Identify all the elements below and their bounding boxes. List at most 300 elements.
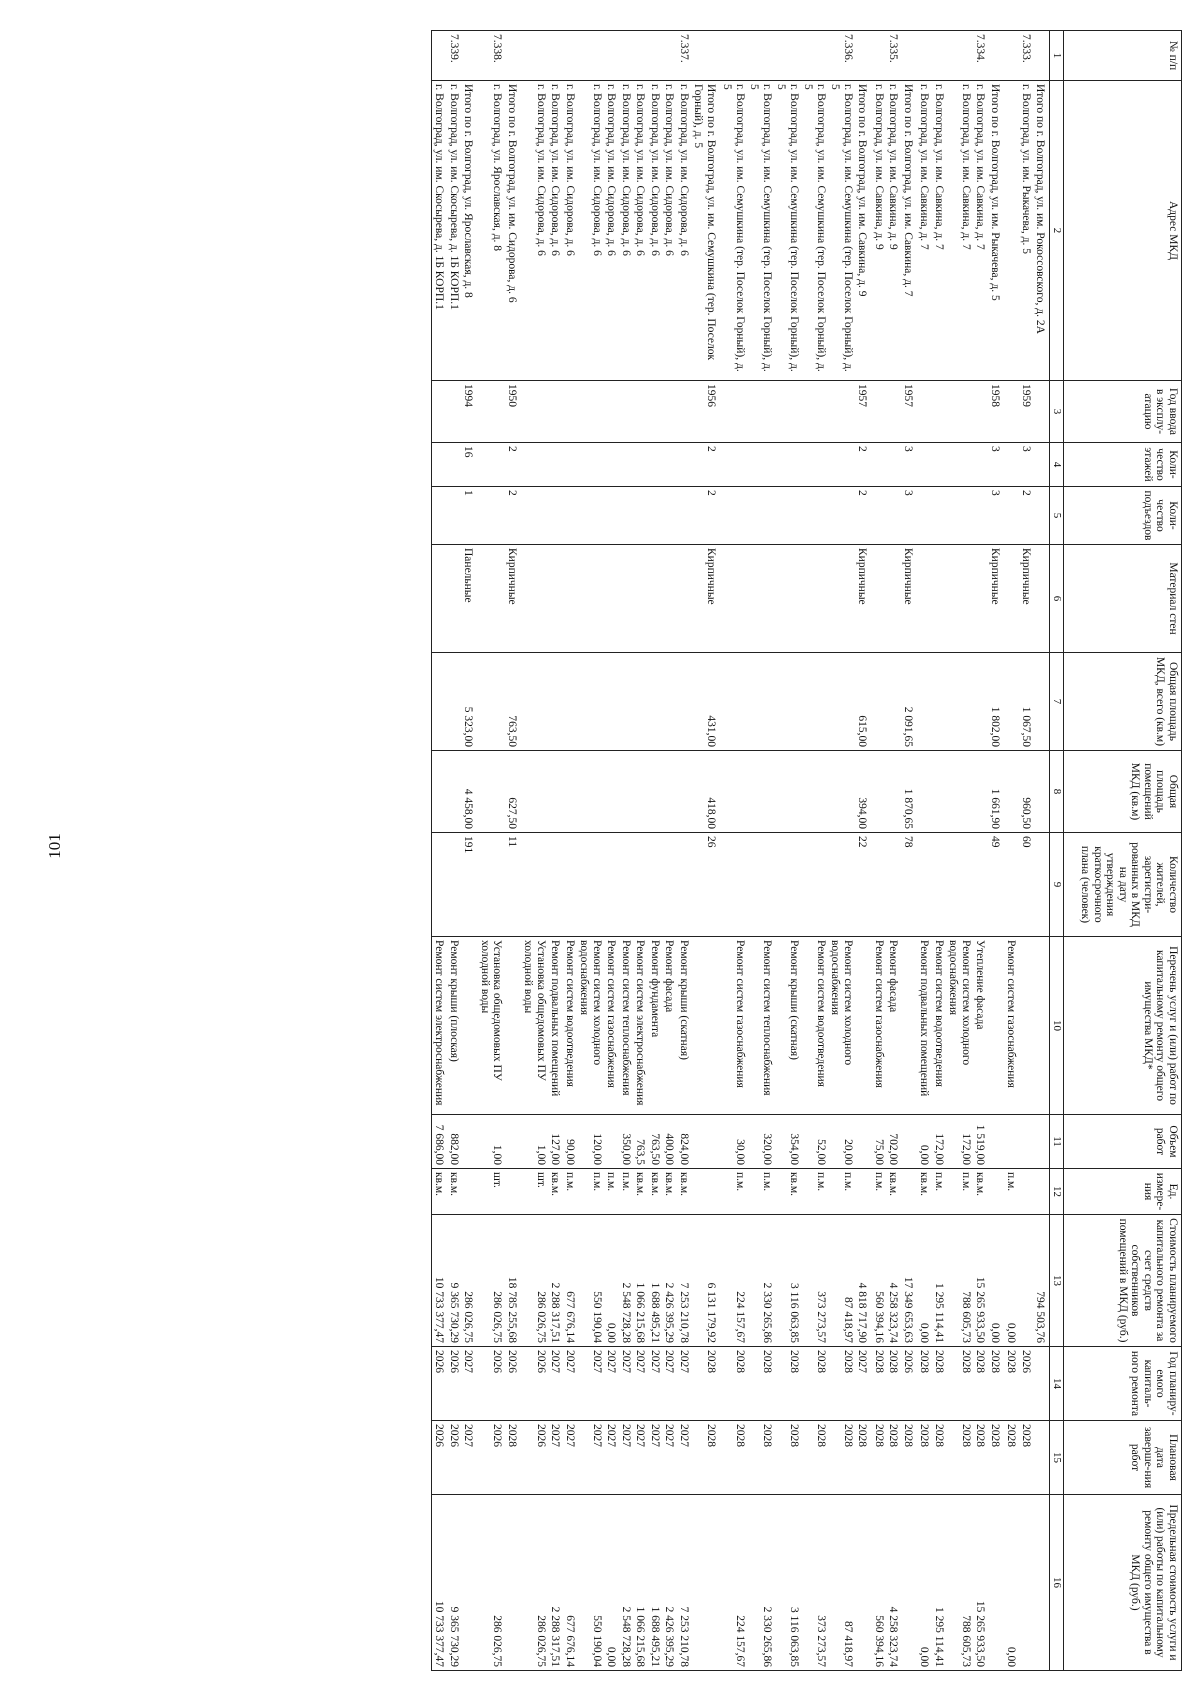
floors-cell bbox=[747, 443, 774, 487]
row-number-cell bbox=[662, 31, 677, 81]
address-cell: г. Волгоград, ул. им. Семушкина (тер. Поселок Горный), д. 5 bbox=[747, 81, 774, 381]
max-cost-cell: 7 253 210,78 bbox=[677, 1495, 692, 1671]
entrances-cell bbox=[662, 487, 677, 545]
premises-area-cell bbox=[432, 751, 447, 833]
year-built-cell bbox=[478, 381, 505, 443]
address-cell: г. Волгоград, ул. им. Сидорова, д. 6 bbox=[521, 81, 548, 381]
work-volume-cell: 30,00 bbox=[720, 1115, 747, 1169]
repair-year-cell: 2026 bbox=[505, 1347, 522, 1421]
entrances-cell bbox=[478, 487, 505, 545]
wall-material-cell bbox=[521, 545, 548, 653]
work-volume-cell: 702,00 bbox=[886, 1115, 901, 1169]
repair-year-cell: 2027 bbox=[604, 1347, 619, 1421]
total-area-cell bbox=[548, 653, 563, 751]
row-number-cell: 7.336. bbox=[828, 31, 855, 81]
residents-cell bbox=[648, 833, 663, 937]
unit-cell bbox=[988, 1169, 1005, 1215]
repair-cost-cell: 550 190,04 bbox=[577, 1215, 604, 1347]
year-built-cell bbox=[662, 381, 677, 443]
repair-cost-cell: 17 349 653,63 bbox=[901, 1215, 918, 1347]
wall-material-cell bbox=[720, 545, 747, 653]
row-number-cell bbox=[901, 31, 918, 81]
total-area-cell bbox=[604, 653, 619, 751]
repair-year-cell: 2028 bbox=[988, 1347, 1005, 1421]
total-row bbox=[505, 31, 522, 1671]
row-number-cell bbox=[872, 31, 887, 81]
table-row bbox=[1004, 31, 1019, 1671]
unit-cell: кв.м. bbox=[917, 1169, 932, 1215]
total-area-cell bbox=[677, 653, 692, 751]
floors-cell: 2 bbox=[855, 443, 872, 487]
header-row bbox=[1064, 31, 1182, 1671]
repair-plan-table bbox=[431, 30, 1182, 1671]
repair-cost-cell: 6 131 179,92 bbox=[691, 1215, 720, 1347]
completion-date-cell: 2028 bbox=[988, 1421, 1005, 1495]
wall-material-cell bbox=[619, 545, 634, 653]
repair-cost-cell: 224 157,67 bbox=[720, 1215, 747, 1347]
max-cost-cell bbox=[1033, 1495, 1050, 1671]
work-volume-cell: 52,00 bbox=[801, 1115, 828, 1169]
premises-area-cell bbox=[1004, 751, 1019, 833]
residents-cell bbox=[432, 833, 447, 937]
row-number-cell bbox=[691, 31, 720, 81]
row-number-cell bbox=[461, 31, 478, 81]
max-cost-cell: 4 258 323,74 bbox=[886, 1495, 901, 1671]
unit-cell: кв.м. bbox=[886, 1169, 901, 1215]
premises-area-cell bbox=[677, 751, 692, 833]
year-built-cell bbox=[563, 381, 578, 443]
address-cell: г. Волгоград, ул. им. Сидорова, д. 6 bbox=[662, 81, 677, 381]
residents-cell: 22 bbox=[855, 833, 872, 937]
table-row bbox=[563, 31, 578, 1671]
year-built-cell: 1956 bbox=[691, 381, 720, 443]
floors-cell bbox=[828, 443, 855, 487]
premises-area-cell bbox=[619, 751, 634, 833]
address-cell: г. Волгоград, ул. им. Сидорова, д. 6 bbox=[563, 81, 578, 381]
total-area-cell bbox=[577, 653, 604, 751]
row-number-cell: 7.337. bbox=[677, 31, 692, 81]
work-volume-cell: 1,00 bbox=[478, 1115, 505, 1169]
repair-year-cell: 2027 bbox=[662, 1347, 677, 1421]
premises-area-cell bbox=[662, 751, 677, 833]
work-type-cell bbox=[1033, 937, 1050, 1115]
address-cell: г. Волгоград, ул. им. Савкина, д. 9 bbox=[886, 81, 901, 381]
work-volume-cell: 354,00 bbox=[774, 1115, 801, 1169]
max-cost-cell: 2 330 265,86 bbox=[747, 1495, 774, 1671]
repair-year-cell: 2028 bbox=[932, 1347, 947, 1421]
repair-year-cell: 2027 bbox=[677, 1347, 692, 1421]
column-number: 6 bbox=[1050, 545, 1064, 653]
work-type-cell: Ремонт систем газоснабжения bbox=[604, 937, 619, 1115]
work-volume-cell: 120,00 bbox=[577, 1115, 604, 1169]
max-cost-cell: 373 273,57 bbox=[801, 1495, 828, 1671]
total-area-cell: 615,00 bbox=[855, 653, 872, 751]
entrances-cell: 3 bbox=[988, 487, 1005, 545]
repair-year-cell: 2026 bbox=[478, 1347, 505, 1421]
entrances-cell: 2 bbox=[1019, 487, 1034, 545]
address-cell: Итого по г. Волгоград, ул. им. Сидорова, д. 6 bbox=[505, 81, 522, 381]
address-cell: г. Волгоград, ул. им. Сидорова, д. 6 bbox=[604, 81, 619, 381]
premises-area-cell bbox=[828, 751, 855, 833]
work-type-cell: Ремонт систем водоотведения bbox=[932, 937, 947, 1115]
max-cost-cell: 2 548 728,28 bbox=[619, 1495, 634, 1671]
page-number: 101 bbox=[45, 833, 64, 859]
column-number: 15 bbox=[1050, 1421, 1064, 1495]
completion-date-cell: 2026 bbox=[478, 1421, 505, 1495]
year-built-cell bbox=[447, 381, 462, 443]
work-type-cell: Ремонт систем холодного водоснабжения bbox=[828, 937, 855, 1115]
wall-material-cell bbox=[801, 545, 828, 653]
year-built-cell: 1958 bbox=[988, 381, 1005, 443]
column-number: 12 bbox=[1050, 1169, 1064, 1215]
year-built-cell bbox=[872, 381, 887, 443]
residents-cell: 60 bbox=[1019, 833, 1034, 937]
wall-material-cell bbox=[774, 545, 801, 653]
repair-year-cell: 2027 bbox=[619, 1347, 634, 1421]
year-built-cell: 1959 bbox=[1019, 381, 1034, 443]
completion-date-cell: 2026 bbox=[521, 1421, 548, 1495]
residents-cell bbox=[917, 833, 932, 937]
max-cost-cell: 10 733 377,47 bbox=[432, 1495, 447, 1671]
wall-material-cell bbox=[872, 545, 887, 653]
entrances-cell bbox=[619, 487, 634, 545]
unit-cell: шт. bbox=[478, 1169, 505, 1215]
work-volume-cell: 350,00 bbox=[619, 1115, 634, 1169]
entrances-cell bbox=[720, 487, 747, 545]
max-cost-cell: 677 676,14 bbox=[563, 1495, 578, 1671]
work-volume-cell: 172,00 bbox=[932, 1115, 947, 1169]
address-cell: г. Волгоград, ул. им. Сидорова, д. 6 bbox=[648, 81, 663, 381]
repair-cost-cell: 0,00 bbox=[988, 1215, 1005, 1347]
completion-date-cell: 2028 bbox=[872, 1421, 887, 1495]
total-row bbox=[988, 31, 1005, 1671]
entrances-cell bbox=[828, 487, 855, 545]
unit-cell bbox=[901, 1169, 918, 1215]
row-number-cell bbox=[432, 31, 447, 81]
residents-cell bbox=[478, 833, 505, 937]
entrances-cell: 2 bbox=[691, 487, 720, 545]
address-cell: г. Волгоград, ул. им. Сидорова, д. 6 bbox=[548, 81, 563, 381]
repair-cost-cell: 7 253 210,78 bbox=[677, 1215, 692, 1347]
residents-cell bbox=[801, 833, 828, 937]
residents-cell bbox=[619, 833, 634, 937]
year-built-cell bbox=[577, 381, 604, 443]
entrances-cell: 2 bbox=[855, 487, 872, 545]
residents-cell bbox=[563, 833, 578, 937]
wall-material-cell: Кирпичные bbox=[691, 545, 720, 653]
premises-area-cell bbox=[447, 751, 462, 833]
row-number-cell bbox=[720, 31, 747, 81]
year-built-cell bbox=[619, 381, 634, 443]
repair-year-cell bbox=[1033, 1347, 1050, 1421]
entrances-cell bbox=[917, 487, 932, 545]
total-area-cell bbox=[1033, 653, 1050, 751]
row-number-cell bbox=[774, 31, 801, 81]
address-cell: Итого по г. Волгоград, ул. им. Савкина, д. 9 bbox=[855, 81, 872, 381]
table-row bbox=[521, 31, 548, 1671]
rotated-page bbox=[22, 30, 1182, 1670]
completion-date-cell: 2028 bbox=[774, 1421, 801, 1495]
wall-material-cell bbox=[604, 545, 619, 653]
address-cell: г. Волгоград, ул. им. Скосырева, д. 1Б КОРП.1 bbox=[447, 81, 462, 381]
premises-area-cell bbox=[872, 751, 887, 833]
table-row bbox=[932, 31, 947, 1671]
work-type-cell: Ремонт фасада bbox=[886, 937, 901, 1115]
year-built-cell bbox=[720, 381, 747, 443]
premises-area-cell: 418,00 bbox=[691, 751, 720, 833]
wall-material-cell: Кирпичные bbox=[855, 545, 872, 653]
header-cell: Коли-чество этажей bbox=[1064, 443, 1182, 487]
repair-year-cell: 2028 bbox=[886, 1347, 901, 1421]
wall-material-cell bbox=[973, 545, 988, 653]
premises-area-cell bbox=[648, 751, 663, 833]
max-cost-cell: 286 026,75 bbox=[521, 1495, 548, 1671]
wall-material-cell: Панельные bbox=[461, 545, 478, 653]
total-area-cell: 763,50 bbox=[505, 653, 522, 751]
address-cell: г. Волгоград, ул. им. Семушкина (тер. Поселок Горный), д. 5 bbox=[801, 81, 828, 381]
work-type-cell bbox=[461, 937, 478, 1115]
unit-cell: п.м. bbox=[577, 1169, 604, 1215]
work-volume-cell: 763,5 bbox=[633, 1115, 648, 1169]
residents-cell: 26 bbox=[691, 833, 720, 937]
floors-cell bbox=[1004, 443, 1019, 487]
floors-cell bbox=[973, 443, 988, 487]
table-row bbox=[747, 31, 774, 1671]
table-row bbox=[447, 31, 462, 1671]
header-cell: Общая площадь МКД, всего (кв.м) bbox=[1064, 653, 1182, 751]
repair-cost-cell: 1 688 495,21 bbox=[648, 1215, 663, 1347]
completion-date-cell: 2028 bbox=[946, 1421, 973, 1495]
floors-cell bbox=[917, 443, 932, 487]
repair-year-cell: 2027 bbox=[633, 1347, 648, 1421]
entrances-cell: 2 bbox=[505, 487, 522, 545]
completion-date-cell: 2026 bbox=[447, 1421, 462, 1495]
total-area-cell bbox=[563, 653, 578, 751]
repair-cost-cell: 1 066 215,68 bbox=[633, 1215, 648, 1347]
premises-area-cell: 394,00 bbox=[855, 751, 872, 833]
work-type-cell: Ремонт систем теплоснабжения bbox=[747, 937, 774, 1115]
residents-cell bbox=[548, 833, 563, 937]
header-cell: Общая площадь помещений МКД (кв.м) bbox=[1064, 751, 1182, 833]
repair-year-cell: 2028 bbox=[917, 1347, 932, 1421]
completion-date-cell: 2028 bbox=[801, 1421, 828, 1495]
premises-area-cell bbox=[747, 751, 774, 833]
floors-cell bbox=[872, 443, 887, 487]
table-row bbox=[577, 31, 604, 1671]
repair-year-cell: 2026 bbox=[901, 1347, 918, 1421]
wall-material-cell bbox=[886, 545, 901, 653]
max-cost-cell: 0,00 bbox=[604, 1495, 619, 1671]
max-cost-cell: 1 295 114,41 bbox=[932, 1495, 947, 1671]
header-cell: Год планиру-емого капиталь-ного ремонта bbox=[1064, 1347, 1182, 1421]
premises-area-cell bbox=[563, 751, 578, 833]
work-type-cell: Утепление фасада bbox=[973, 937, 988, 1115]
year-built-cell bbox=[432, 381, 447, 443]
repair-cost-cell: 4 818 717,90 bbox=[855, 1215, 872, 1347]
work-type-cell: Ремонт систем холодного водоснабжения bbox=[577, 937, 604, 1115]
row-number-cell bbox=[1004, 31, 1019, 81]
floors-cell bbox=[677, 443, 692, 487]
work-type-cell: Ремонт систем водоотведения bbox=[801, 937, 828, 1115]
total-area-cell bbox=[774, 653, 801, 751]
floors-cell bbox=[447, 443, 462, 487]
total-area-cell bbox=[932, 653, 947, 751]
header-cell: Год ввода в эксплу-атацию bbox=[1064, 381, 1182, 443]
table-row bbox=[1019, 31, 1034, 1671]
total-row bbox=[901, 31, 918, 1671]
address-cell: г. Волгоград, ул. им. Сидорова, д. 6 bbox=[633, 81, 648, 381]
table-row bbox=[720, 31, 747, 1671]
row-number-cell: 7.335. bbox=[886, 31, 901, 81]
unit-cell bbox=[691, 1169, 720, 1215]
unit-cell: кв.м. bbox=[447, 1169, 462, 1215]
completion-date-cell: 2027 bbox=[577, 1421, 604, 1495]
address-cell: Итого по г. Волгоград, ул. им. Савкина, д. 7 bbox=[901, 81, 918, 381]
year-built-cell bbox=[828, 381, 855, 443]
premises-area-cell bbox=[946, 751, 973, 833]
year-built-cell bbox=[973, 381, 988, 443]
unit-cell bbox=[1033, 1169, 1050, 1215]
floors-cell bbox=[478, 443, 505, 487]
max-cost-cell bbox=[1019, 1495, 1034, 1671]
work-volume-cell bbox=[855, 1115, 872, 1169]
repair-cost-cell: 560 394,16 bbox=[872, 1215, 887, 1347]
header-cell: Перечень услуг и (или) работ по капитальному ремонту общего имущества МКД* bbox=[1064, 937, 1182, 1115]
address-cell: г. Волгоград, ул. им. Рыкачева, д. 5 bbox=[1019, 81, 1034, 381]
work-type-cell: Ремонт систем холодного водоснабжения bbox=[946, 937, 973, 1115]
work-volume-cell: 320,00 bbox=[747, 1115, 774, 1169]
floors-cell bbox=[1033, 443, 1050, 487]
total-area-cell bbox=[662, 653, 677, 751]
year-built-cell bbox=[521, 381, 548, 443]
total-area-cell bbox=[432, 653, 447, 751]
work-volume-cell: 824,00 bbox=[677, 1115, 692, 1169]
max-cost-cell: 15 265 933,50 bbox=[973, 1495, 988, 1671]
header-cell: Плановая дата заверше-ния работ bbox=[1064, 1421, 1182, 1495]
max-cost-cell: 550 190,04 bbox=[577, 1495, 604, 1671]
address-cell: г. Волгоград, ул. им. Сидорова, д. 6 bbox=[577, 81, 604, 381]
repair-cost-cell: 9 365 730,29 bbox=[447, 1215, 462, 1347]
repair-cost-cell: 2 330 265,86 bbox=[747, 1215, 774, 1347]
unit-cell bbox=[855, 1169, 872, 1215]
entrances-cell bbox=[633, 487, 648, 545]
repair-year-cell: 2027 bbox=[461, 1347, 478, 1421]
work-volume-cell: 127,00 bbox=[548, 1115, 563, 1169]
address-cell: г. Волгоград, ул. им. Семушкина (тер. Поселок Горный), д. 5 bbox=[720, 81, 747, 381]
year-built-cell bbox=[747, 381, 774, 443]
repair-year-cell: 2028 bbox=[828, 1347, 855, 1421]
entrances-cell bbox=[872, 487, 887, 545]
row-number-cell bbox=[801, 31, 828, 81]
unit-cell: п.м. bbox=[932, 1169, 947, 1215]
work-volume-cell bbox=[1004, 1115, 1019, 1169]
unit-cell bbox=[505, 1169, 522, 1215]
address-cell: г. Волгоград, ул. им. Савкина, д. 7 bbox=[973, 81, 988, 381]
unit-cell: п.м. bbox=[1004, 1169, 1019, 1215]
work-volume-cell: 172,00 bbox=[946, 1115, 973, 1169]
address-cell: г. Волгоград, ул. им. Савкина, д. 7 bbox=[932, 81, 947, 381]
residents-cell bbox=[677, 833, 692, 937]
table-row bbox=[478, 31, 505, 1671]
residents-cell bbox=[633, 833, 648, 937]
wall-material-cell bbox=[662, 545, 677, 653]
completion-date-cell: 2027 bbox=[619, 1421, 634, 1495]
repair-cost-cell: 87 418,97 bbox=[828, 1215, 855, 1347]
premises-area-cell bbox=[478, 751, 505, 833]
work-type-cell bbox=[691, 937, 720, 1115]
residents-cell bbox=[932, 833, 947, 937]
table-row bbox=[648, 31, 663, 1671]
floors-cell bbox=[774, 443, 801, 487]
unit-cell: п.м. bbox=[619, 1169, 634, 1215]
address-cell: г. Волгоград, ул. им. Сидорова, д. 6 bbox=[619, 81, 634, 381]
header-cell: № п/п bbox=[1064, 31, 1182, 81]
max-cost-cell bbox=[691, 1495, 720, 1671]
column-number: 2 bbox=[1050, 81, 1064, 381]
table-row bbox=[604, 31, 619, 1671]
work-volume-cell bbox=[1033, 1115, 1050, 1169]
completion-date-cell: 2028 bbox=[505, 1421, 522, 1495]
unit-cell: кв.м. bbox=[648, 1169, 663, 1215]
completion-date-cell: 2027 bbox=[604, 1421, 619, 1495]
repair-year-cell: 2028 bbox=[801, 1347, 828, 1421]
year-built-cell bbox=[648, 381, 663, 443]
address-cell: г. Волгоград, ул. им. Семушкина (тер. Поселок Горный), д. 5 bbox=[828, 81, 855, 381]
repair-year-cell: 2028 bbox=[872, 1347, 887, 1421]
entrances-cell bbox=[548, 487, 563, 545]
header-cell: Объем работ bbox=[1064, 1115, 1182, 1169]
max-cost-cell bbox=[901, 1495, 918, 1671]
residents-cell bbox=[604, 833, 619, 937]
year-built-cell: 1950 bbox=[505, 381, 522, 443]
entrances-cell bbox=[521, 487, 548, 545]
address-cell bbox=[1004, 81, 1019, 381]
table-row bbox=[872, 31, 887, 1671]
completion-date-cell: 2028 bbox=[932, 1421, 947, 1495]
total-area-cell bbox=[828, 653, 855, 751]
total-area-cell bbox=[648, 653, 663, 751]
column-number: 14 bbox=[1050, 1347, 1064, 1421]
address-cell: г. Волгоград, ул. им. Савкина, д. 7 bbox=[946, 81, 973, 381]
total-area-cell bbox=[872, 653, 887, 751]
row-number-cell bbox=[747, 31, 774, 81]
year-built-cell bbox=[677, 381, 692, 443]
column-number: 7 bbox=[1050, 653, 1064, 751]
work-type-cell bbox=[855, 937, 872, 1115]
table-row bbox=[619, 31, 634, 1671]
year-built-cell bbox=[1004, 381, 1019, 443]
residents-cell bbox=[828, 833, 855, 937]
floors-cell bbox=[648, 443, 663, 487]
year-built-cell bbox=[774, 381, 801, 443]
premises-area-cell bbox=[548, 751, 563, 833]
address-cell: Итого по г. Волгоград, ул. им. Рыкачева, д. 5 bbox=[988, 81, 1005, 381]
row-number-cell bbox=[563, 31, 578, 81]
work-volume-cell: 90,00 bbox=[563, 1115, 578, 1169]
wall-material-cell bbox=[447, 545, 462, 653]
wall-material-cell bbox=[548, 545, 563, 653]
column-number: 10 bbox=[1050, 937, 1064, 1115]
unit-cell: п.м. bbox=[872, 1169, 887, 1215]
total-row bbox=[461, 31, 478, 1671]
header-cell: Коли-чество подъездов bbox=[1064, 487, 1182, 545]
completion-date-cell: 2028 bbox=[1019, 1421, 1034, 1495]
total-area-cell bbox=[886, 653, 901, 751]
repair-year-cell: 2027 bbox=[648, 1347, 663, 1421]
row-number-cell bbox=[648, 31, 663, 81]
unit-cell: п.м. bbox=[604, 1169, 619, 1215]
year-built-cell: 1957 bbox=[855, 381, 872, 443]
